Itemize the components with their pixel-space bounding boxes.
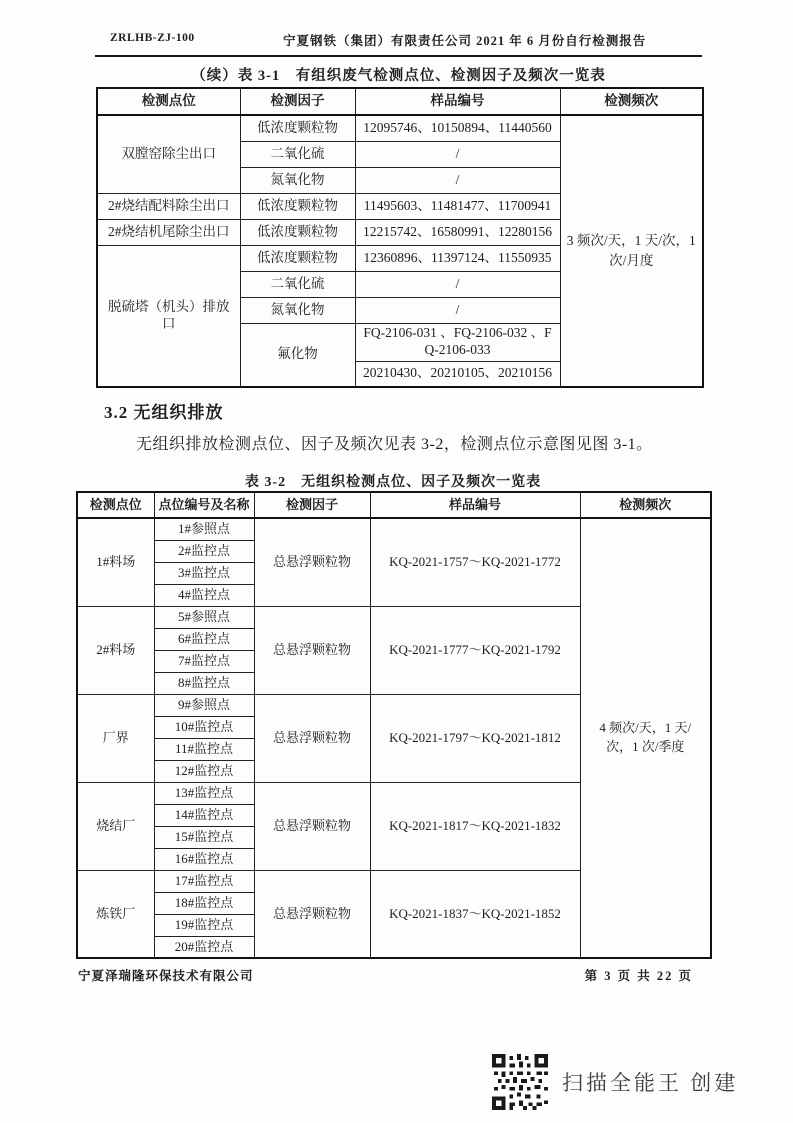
cell-sample: KQ-2021-1757～KQ-2021-1772 — [370, 518, 580, 606]
cell-subpoint: 13#监控点 — [154, 782, 254, 804]
cell-subpoint: 7#监控点 — [154, 650, 254, 672]
section-heading: 3.2 无组织排放 — [104, 403, 224, 422]
cell-point: 2#料场 — [77, 606, 154, 694]
cell-subpoint: 3#监控点 — [154, 562, 254, 584]
cell-subpoint: 19#监控点 — [154, 914, 254, 936]
cell-subpoint: 15#监控点 — [154, 826, 254, 848]
cell-factor: 二氧化硫 — [240, 271, 355, 297]
cell-subpoint: 8#监控点 — [154, 672, 254, 694]
cell-subpoint: 14#监控点 — [154, 804, 254, 826]
col-header-frequency: 检测频次 — [580, 492, 711, 518]
col-header-point: 检测点位 — [97, 88, 240, 115]
cell-factor: 氮氧化物 — [240, 167, 355, 193]
cell-point: 厂界 — [77, 694, 154, 782]
col-header-sample: 样品编号 — [355, 88, 560, 115]
cell-factor: 氟化物 — [240, 323, 355, 387]
document-header-title: 宁夏钢铁（集团）有限责任公司 2021 年 6 月份自行检测报告 — [283, 34, 647, 48]
cell-sample: KQ-2021-1837～KQ-2021-1852 — [370, 870, 580, 958]
cell-factor: 二氧化硫 — [240, 141, 355, 167]
cell-sample: KQ-2021-1817～KQ-2021-1832 — [370, 782, 580, 870]
cell-sample: FQ-2106-031 、FQ-2106-032 、FQ-2106-033 — [355, 323, 560, 361]
cell-subpoint: 6#监控点 — [154, 628, 254, 650]
col-header-factor: 检测因子 — [254, 492, 370, 518]
cell-sample: KQ-2021-1777～KQ-2021-1792 — [370, 606, 580, 694]
cell-subpoint: 18#监控点 — [154, 892, 254, 914]
section-paragraph: 无组织排放检测点位、因子及频次见表 3-2，检测点位示意图见图 3-1。 — [136, 436, 653, 453]
cell-factor: 低浓度颗粒物 — [240, 193, 355, 219]
cell-subpoint: 10#监控点 — [154, 716, 254, 738]
cell-subpoint: 20#监控点 — [154, 936, 254, 958]
table-row — [77, 518, 711, 540]
cell-point: 烧结厂 — [77, 782, 154, 870]
table-3-1 — [96, 87, 704, 388]
footer-page-number: 第 3 页 共 22 页 — [584, 969, 693, 983]
cell-subpoint: 12#监控点 — [154, 760, 254, 782]
cell-factor: 低浓度颗粒物 — [240, 245, 355, 271]
cell-subpoint: 11#监控点 — [154, 738, 254, 760]
cell-sample: / — [355, 141, 560, 167]
cell-subpoint: 9#参照点 — [154, 694, 254, 716]
cell-factor: 低浓度颗粒物 — [240, 115, 355, 141]
cell-point: 脱硫塔（机头）排放口 — [97, 245, 240, 387]
cell-point: 2#烧结配料除尘出口 — [97, 193, 240, 219]
col-header-subpoint: 点位编号及名称 — [154, 492, 254, 518]
cell-sample: 11495603、11481477、11700941 — [355, 193, 560, 219]
cell-factor: 总悬浮颗粒物 — [254, 870, 370, 958]
qr-code-icon — [492, 1054, 548, 1110]
scanner-watermark — [492, 1054, 738, 1110]
table-3-2-title: 表 3-2 无组织检测点位、因子及频次一览表 — [244, 475, 542, 490]
cell-factor: 低浓度颗粒物 — [240, 219, 355, 245]
cell-subpoint: 16#监控点 — [154, 848, 254, 870]
cell-factor: 总悬浮颗粒物 — [254, 606, 370, 694]
document-code: ZRLHB-ZJ-100 — [110, 32, 195, 44]
cell-sample: / — [355, 297, 560, 323]
cell-frequency: 3 频次/天，1 天/次，1 次/月度 — [560, 115, 703, 387]
cell-point: 炼铁厂 — [77, 870, 154, 958]
cell-sample: 12360896、11397124、11550935 — [355, 245, 560, 271]
cell-frequency: 4 频次/天，1 天/次，1 次/季度 — [580, 518, 711, 958]
cell-sample: KQ-2021-1797～KQ-2021-1812 — [370, 694, 580, 782]
cell-factor: 总悬浮颗粒物 — [254, 694, 370, 782]
cell-point: 双膛窑除尘出口 — [97, 115, 240, 193]
cell-subpoint: 4#监控点 — [154, 584, 254, 606]
footer-company: 宁夏泽瑞隆环保技术有限公司 — [78, 969, 254, 983]
cell-subpoint: 1#参照点 — [154, 518, 254, 540]
cell-sample: 12215742、16580991、12280156 — [355, 219, 560, 245]
cell-sample: 20210430、20210105、20210156 — [355, 361, 560, 387]
cell-point: 2#烧结机尾除尘出口 — [97, 219, 240, 245]
cell-sample: / — [355, 167, 560, 193]
cell-factor: 总悬浮颗粒物 — [254, 518, 370, 606]
page-footer — [78, 966, 693, 984]
cell-sample: / — [355, 271, 560, 297]
table-3-2-header-row — [77, 492, 711, 518]
cell-point: 1#料场 — [77, 518, 154, 606]
table-row — [97, 115, 703, 141]
header-rule — [95, 55, 702, 57]
col-header-factor: 检测因子 — [240, 88, 355, 115]
cell-sample: 12095746、10150894、11440560 — [355, 115, 560, 141]
scanner-watermark-text: 扫描全能王 创建 — [562, 1071, 739, 1095]
col-header-sample: 样品编号 — [370, 492, 580, 518]
cell-subpoint: 17#监控点 — [154, 870, 254, 892]
cell-subpoint: 2#监控点 — [154, 540, 254, 562]
cell-factor: 总悬浮颗粒物 — [254, 782, 370, 870]
table-3-1-title: （续）表 3-1 有组织废气检测点位、检测因子及频次一览表 — [191, 68, 606, 84]
col-header-point: 检测点位 — [77, 492, 154, 518]
col-header-frequency: 检测频次 — [560, 88, 703, 115]
table-3-1-header-row — [97, 88, 703, 115]
cell-factor: 氮氧化物 — [240, 297, 355, 323]
table-3-2 — [76, 491, 712, 959]
cell-subpoint: 5#参照点 — [154, 606, 254, 628]
